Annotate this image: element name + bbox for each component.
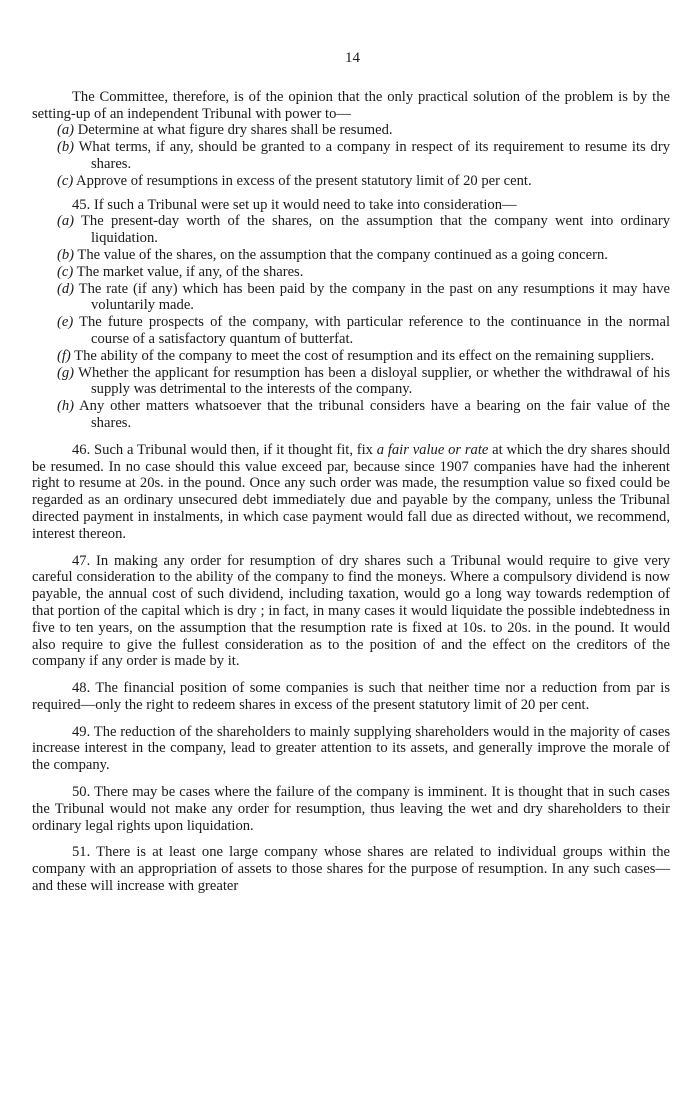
emphasis-fair-value: a fair value or rate (376, 441, 489, 458)
list-marker: (g) (57, 364, 75, 381)
list-item (32, 398, 670, 432)
intro-paragraph: The Committee, therefore, is of the opinion that the only practical solution of the problem is by the setting-up of an independent Tribunal with power to— (32, 88, 670, 122)
list-item (32, 281, 670, 315)
list-marker: (f) (57, 347, 71, 364)
list-item-text: The value of the shares, on the assumption that the company continued as a going concern. (77, 246, 608, 263)
list-item (32, 365, 670, 399)
list-marker: (d) (57, 280, 75, 297)
list-marker: (h) (57, 398, 75, 415)
list-item (32, 348, 670, 365)
paragraph-49: 49. The reduction of the shareholders to mainly supplying shareholders would in the majority of cases increase interest in the company, lead to greater attention to its assets, and generally improve the morale of the company. (32, 723, 670, 774)
list-marker: (e) (57, 314, 74, 331)
list-item-text: The future prospects of the company, with particular reference to the continuance in the normal course of a satisfactory quantum of butterfat. (79, 314, 671, 347)
list-marker: (c) (57, 172, 74, 189)
list-marker: (a) (57, 122, 75, 139)
list-item (32, 139, 670, 173)
list-item (32, 314, 670, 348)
list-item-text: What terms, if any, should be granted to a company in respect of its requirement to resume its dry shares. (78, 139, 670, 172)
paragraph-47: 47. In making any order for resumption of dry shares such a Tribunal would require to give very careful consideration to the ability of the company to find the moneys. Where a compulsory dividend is now payable, the annual cost of such dividend, including taxation, would go a long way towards redemption of that portion of the capital which is dry ; in fact, in many cases it would liquidate the possible indebtedness in five to ten years, on the assumption that the resumption rate is fixed at 10s. to 20s. in the pound. It would also require to give the fullest consideration as to the position of and the effect on the creditors of the company if any order is made by it. (32, 552, 670, 670)
list-item-text: Any other matters whatsoever that the tribunal considers have a bearing on the fair value of the shares. (79, 398, 670, 431)
paragraph-46-text-cont: at which the dry shares should be resumed. In no case should this value exceed par, because since 1907 companies have had the inherent right to resume at 20s. in the pound. Once any such order was made, the resumption value so fixed could be regarded as an ordinary unsecured debt immediately due and payable by the company, unless the Tribunal directed payment in instalments, in which case payment would fall due as directed without, we recommend, interest thereon. (32, 441, 670, 542)
consideration-list (32, 213, 670, 431)
list-item (32, 213, 670, 247)
list-marker: (a) (57, 213, 75, 230)
list-item-text: The present-day worth of the shares, on the assumption that the company went into ordinary liquidation. (81, 213, 670, 247)
list-marker: (b) (57, 246, 75, 263)
list-item-text: Determine at what figure dry shares shall be resumed. (77, 122, 393, 139)
list-item (32, 173, 670, 190)
list-item-text: The ability of the company to meet the cost of resumption and its effect on the remaining suppliers. (74, 347, 655, 364)
list-marker: (c) (57, 263, 74, 280)
paragraph-45: 45. If such a Tribunal were set up it would need to take into consideration— (72, 196, 517, 213)
list-item-text: The market value, if any, of the shares. (76, 263, 304, 280)
paragraph-50: 50. There may be cases where the failure of the company is imminent. It is thought that in such cases the Tribunal would not make any order for resumption, thus leaving the wet and dry shareholders to their ordinary legal rights upon liquidation. (32, 784, 670, 834)
list-item (32, 247, 670, 264)
paragraph-51: 51. There is at least one large company whose shares are related to individual groups within the company with an appropriation of assets to those shares for the purpose of resumption. In any such cases—and these will increase with greater (32, 844, 670, 895)
list-item (32, 264, 670, 281)
intro-list (32, 122, 670, 189)
document-page (32, 50, 670, 895)
paragraph-48: 48. The financial position of some companies is such that neither time nor a reduction from par is required—only the right to redeem shares in excess of the present statutory limit of 20 per cent. (32, 680, 670, 713)
list-marker: (b) (57, 139, 75, 156)
paragraph-46-text: 46. Such a Tribunal would then, if it thought fit, fix (72, 441, 377, 458)
list-item-text: Whether the applicant for resumption has been a disloyal supplier, or whether the withdrawal of his supply was detrimental to the interests of the company. (78, 364, 670, 398)
paragraph-46 (32, 442, 670, 543)
page-number: 14 (345, 50, 360, 66)
list-item-text: Approve of resumptions in excess of the present statutory limit of 20 per cent. (76, 172, 532, 189)
list-item (32, 122, 670, 139)
list-item-text: The rate (if any) which has been paid by the company in the past on any resumptions it may have voluntarily made. (78, 280, 670, 314)
